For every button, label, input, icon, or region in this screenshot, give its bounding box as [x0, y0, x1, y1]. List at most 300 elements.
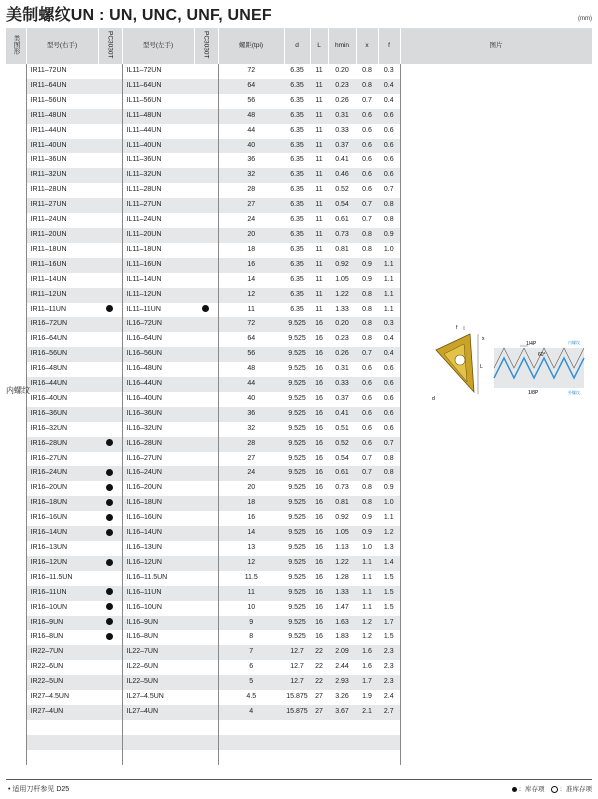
- model-left: IL16–44UN: [122, 377, 194, 392]
- L-cell: 16: [310, 347, 328, 362]
- pitch-cell: 20: [218, 481, 284, 496]
- pitch-cell: 40: [218, 139, 284, 154]
- stock-cell-1: [98, 422, 122, 437]
- stock-cell-2: [194, 243, 218, 258]
- d-cell: 9.525: [284, 466, 310, 481]
- model-right: IR16–18UN: [26, 496, 98, 511]
- x-cell: 0.8: [356, 481, 378, 496]
- model-right: IR16–48UN: [26, 362, 98, 377]
- stock-cell-2: [194, 452, 218, 467]
- pitch-cell: 64: [218, 79, 284, 94]
- x-cell: 0.8: [356, 243, 378, 258]
- hmin-cell: 0.46: [328, 168, 356, 183]
- f-cell: 0.6: [378, 422, 400, 437]
- x-cell: 0.6: [356, 139, 378, 154]
- pitch-cell: 11.5: [218, 571, 284, 586]
- internal-thread-label: 内螺纹: [568, 340, 580, 345]
- pitch-cell: 44: [218, 124, 284, 139]
- L-cell: [310, 735, 328, 750]
- table-header-row: [6, 28, 592, 64]
- model-right: IR11–24UN: [26, 213, 98, 228]
- model-left: IL16–40UN: [122, 392, 194, 407]
- hmin-cell: 1.63: [328, 616, 356, 631]
- hmin-cell: 0.31: [328, 362, 356, 377]
- f-cell: 0.6: [378, 377, 400, 392]
- stock-cell-1: [98, 64, 122, 79]
- pitch-cell: 32: [218, 422, 284, 437]
- model-right: IR11–48UN: [26, 109, 98, 124]
- d-cell: 12.7: [284, 660, 310, 675]
- hmin-cell: 0.92: [328, 258, 356, 273]
- header-d: d: [284, 28, 310, 64]
- model-right: IR16–11.5UN: [26, 571, 98, 586]
- pitch-cell: 13: [218, 541, 284, 556]
- model-left: IL27–4UN: [122, 705, 194, 720]
- x-cell: [356, 735, 378, 750]
- pitch-cell: 28: [218, 183, 284, 198]
- L-cell: 11: [310, 153, 328, 168]
- stock-cell-1: [98, 198, 122, 213]
- pitch-cell: [218, 750, 284, 765]
- hmin-cell: 0.73: [328, 481, 356, 496]
- model-right: IR16–56UN: [26, 347, 98, 362]
- model-right: IR11–56UN: [26, 94, 98, 109]
- stock-cell-2: [194, 168, 218, 183]
- angle-label: 60°: [538, 352, 546, 358]
- x-cell: 0.6: [356, 124, 378, 139]
- f-cell: 0.6: [378, 109, 400, 124]
- stock-cell-2: [194, 690, 218, 705]
- L-cell: 16: [310, 407, 328, 422]
- x-cell: 1.6: [356, 660, 378, 675]
- pitch-cell: 56: [218, 94, 284, 109]
- stock-cell-1: [98, 481, 122, 496]
- L-cell: 11: [310, 79, 328, 94]
- stock-cell-1: [98, 168, 122, 183]
- hmin-cell: 1.33: [328, 586, 356, 601]
- L-cell: 16: [310, 511, 328, 526]
- model-left: IL16–20UN: [122, 481, 194, 496]
- category-cell-empty: [6, 735, 26, 750]
- stock-cell-2: [194, 645, 218, 660]
- header-pitch: 螺距(tpi): [218, 28, 284, 64]
- hmin-cell: 1.13: [328, 541, 356, 556]
- stock-cell-2: [194, 303, 218, 318]
- L-cell: [310, 720, 328, 735]
- L-cell: 16: [310, 616, 328, 631]
- pitch-cell: 24: [218, 213, 284, 228]
- d-cell: 6.35: [284, 258, 310, 273]
- f-cell: [378, 735, 400, 750]
- stock-dot-icon: [106, 305, 113, 312]
- L-cell: 16: [310, 377, 328, 392]
- stock-cell-1: [98, 720, 122, 735]
- f-cell: 0.3: [378, 317, 400, 332]
- d-cell: 9.525: [284, 392, 310, 407]
- stock-cell-1: [98, 452, 122, 467]
- f-cell: [378, 720, 400, 735]
- header-model-right: 型号(右手): [26, 28, 98, 64]
- model-left: IL11–16UN: [122, 258, 194, 273]
- pitch-cell: 64: [218, 332, 284, 347]
- d-cell: 9.525: [284, 362, 310, 377]
- stock-cell-2: [194, 183, 218, 198]
- hmin-cell: 0.31: [328, 109, 356, 124]
- x-cell: 0.7: [356, 347, 378, 362]
- hmin-cell: 0.81: [328, 496, 356, 511]
- f-cell: 0.8: [378, 198, 400, 213]
- model-left: IL11–64UN: [122, 79, 194, 94]
- pitch-cell: 16: [218, 258, 284, 273]
- hmin-cell: 1.33: [328, 303, 356, 318]
- pitch-cell: 8: [218, 630, 284, 645]
- stock-cell-2: [194, 586, 218, 601]
- stock-cell-1: [98, 630, 122, 645]
- d-cell: 6.35: [284, 288, 310, 303]
- x-cell: 0.7: [356, 213, 378, 228]
- pitch-cell: 5: [218, 675, 284, 690]
- f-cell: 1.1: [378, 303, 400, 318]
- header-x: x: [356, 28, 378, 64]
- category-cell-empty: [6, 750, 26, 765]
- pitch-cell: 48: [218, 362, 284, 377]
- L-cell: 16: [310, 481, 328, 496]
- stock-dot-icon: [106, 469, 113, 476]
- L-cell: 27: [310, 690, 328, 705]
- model-right: IR27–4UN: [26, 705, 98, 720]
- category-cell-empty: [6, 720, 26, 735]
- L-cell: 11: [310, 94, 328, 109]
- f-cell: 0.8: [378, 466, 400, 481]
- x-cell: 0.9: [356, 511, 378, 526]
- stock-dot-icon: [106, 618, 113, 625]
- x-cell: 0.6: [356, 362, 378, 377]
- model-left: IL11–11UN: [122, 303, 194, 318]
- d-cell: 9.525: [284, 556, 310, 571]
- d-cell: 9.525: [284, 526, 310, 541]
- L-cell: 16: [310, 496, 328, 511]
- stock-cell-1: [98, 228, 122, 243]
- pitch-cell: 18: [218, 496, 284, 511]
- stock-cell-1: [98, 332, 122, 347]
- stock-cell-1: [98, 183, 122, 198]
- x-cell: 1.7: [356, 675, 378, 690]
- L-cell: 27: [310, 705, 328, 720]
- d-cell: 6.35: [284, 153, 310, 168]
- stock-cell-2: [194, 422, 218, 437]
- header-hmin: hmin: [328, 28, 356, 64]
- L-cell: 16: [310, 422, 328, 437]
- stock-cell-2: [194, 332, 218, 347]
- stock-cell-2: [194, 124, 218, 139]
- stock-cell-2: [194, 347, 218, 362]
- model-left: IL11–44UN: [122, 124, 194, 139]
- stock-cell-2: [194, 153, 218, 168]
- model-right: IR16–12UN: [26, 556, 98, 571]
- model-right: IR16–9UN: [26, 616, 98, 631]
- hmin-cell: 1.47: [328, 601, 356, 616]
- stock-cell-2: [194, 228, 218, 243]
- stock-cell-1: [98, 392, 122, 407]
- f-cell: 0.6: [378, 362, 400, 377]
- legend: [512, 784, 593, 793]
- pitch-cell: 9: [218, 616, 284, 631]
- pitch-cell: 10: [218, 601, 284, 616]
- f-cell: 0.6: [378, 168, 400, 183]
- hmin-cell: 1.22: [328, 556, 356, 571]
- stock-cell-1: [98, 586, 122, 601]
- f-cell: 0.4: [378, 79, 400, 94]
- model-right: IR16–40UN: [26, 392, 98, 407]
- hmin-cell: [328, 750, 356, 765]
- stock-cell-1: [98, 139, 122, 154]
- x-cell: 0.6: [356, 377, 378, 392]
- stock-cell-1: [98, 124, 122, 139]
- model-right: IR16–36UN: [26, 407, 98, 422]
- model-right: IR11–14UN: [26, 273, 98, 288]
- stock-cell-2: [194, 601, 218, 616]
- header-grade-1: PC3030T: [98, 28, 122, 64]
- pitch-cell: [218, 735, 284, 750]
- L-cell: 22: [310, 675, 328, 690]
- f-cell: 2.4: [378, 690, 400, 705]
- L-cell: 16: [310, 571, 328, 586]
- header-grade-2: PC3030T: [194, 28, 218, 64]
- L-cell: 22: [310, 660, 328, 675]
- hmin-cell: 3.67: [328, 705, 356, 720]
- d-cell: 9.525: [284, 511, 310, 526]
- x-cell: 0.6: [356, 109, 378, 124]
- x-cell: 0.8: [356, 303, 378, 318]
- model-right: IR11–36UN: [26, 153, 98, 168]
- f-cell: 1.2: [378, 526, 400, 541]
- stock-cell-1: [98, 511, 122, 526]
- L-cell: 11: [310, 303, 328, 318]
- hmin-cell: 0.33: [328, 377, 356, 392]
- stock-cell-1: [98, 377, 122, 392]
- model-left: IL11–12UN: [122, 288, 194, 303]
- d-cell: 6.35: [284, 79, 310, 94]
- pitch-cell: 27: [218, 452, 284, 467]
- stock-cell-2: [194, 705, 218, 720]
- x-cell: 1.1: [356, 586, 378, 601]
- model-left: IL27–4.5UN: [122, 690, 194, 705]
- bottom-rule: [6, 779, 592, 780]
- stock-cell-1: [98, 556, 122, 571]
- dim-d-label: d: [432, 396, 435, 402]
- L-cell: 11: [310, 124, 328, 139]
- model-left: [122, 735, 194, 750]
- d-cell: 6.35: [284, 213, 310, 228]
- f-cell: 0.6: [378, 392, 400, 407]
- d-cell: 6.35: [284, 273, 310, 288]
- x-cell: 0.9: [356, 526, 378, 541]
- stock-cell-2: [194, 511, 218, 526]
- stock-cell-2: [194, 630, 218, 645]
- x-cell: 1.1: [356, 571, 378, 586]
- model-right: IR16–13UN: [26, 541, 98, 556]
- model-right: IR11–12UN: [26, 288, 98, 303]
- f-cell: 0.6: [378, 124, 400, 139]
- made-ring-icon: [551, 786, 558, 793]
- d-cell: 6.35: [284, 303, 310, 318]
- model-right: IR16–20UN: [26, 481, 98, 496]
- top-pitch-label: 1/4P: [526, 341, 537, 347]
- unit-label: (mm): [578, 16, 592, 22]
- x-cell: 0.7: [356, 466, 378, 481]
- f-cell: 0.4: [378, 94, 400, 109]
- f-cell: 0.3: [378, 64, 400, 79]
- d-cell: 9.525: [284, 377, 310, 392]
- hmin-cell: 0.33: [328, 124, 356, 139]
- stock-cell-1: [98, 347, 122, 362]
- pitch-cell: 18: [218, 243, 284, 258]
- stock-cell-2: [194, 675, 218, 690]
- d-cell: 9.525: [284, 437, 310, 452]
- hmin-cell: 0.23: [328, 79, 356, 94]
- pitch-cell: 72: [218, 317, 284, 332]
- pitch-cell: 44: [218, 377, 284, 392]
- L-cell: 11: [310, 213, 328, 228]
- model-right: IR16–16UN: [26, 511, 98, 526]
- stock-dot-icon: [106, 499, 113, 506]
- d-cell: 9.525: [284, 496, 310, 511]
- model-right: IR16–72UN: [26, 317, 98, 332]
- d-cell: 9.525: [284, 616, 310, 631]
- stock-cell-2: [194, 198, 218, 213]
- model-right: IR11–28UN: [26, 183, 98, 198]
- d-cell: 9.525: [284, 630, 310, 645]
- header-picture: 图片: [400, 28, 592, 64]
- model-left: IL16–28UN: [122, 437, 194, 452]
- hmin-cell: 0.26: [328, 347, 356, 362]
- model-left: IL11–48UN: [122, 109, 194, 124]
- model-left: IL11–56UN: [122, 94, 194, 109]
- stock-cell-2: [194, 720, 218, 735]
- stock-cell-2: [194, 556, 218, 571]
- pitch-cell: 11: [218, 586, 284, 601]
- f-cell: 0.4: [378, 347, 400, 362]
- model-right: IR16–32UN: [26, 422, 98, 437]
- stock-cell-2: [194, 571, 218, 586]
- stock-cell-1: [98, 109, 122, 124]
- stock-cell-1: [98, 601, 122, 616]
- model-right: IR11–18UN: [26, 243, 98, 258]
- L-cell: 11: [310, 168, 328, 183]
- stock-cell-2: [194, 258, 218, 273]
- hmin-cell: 0.37: [328, 139, 356, 154]
- d-cell: 6.35: [284, 94, 310, 109]
- L-cell: [310, 750, 328, 765]
- model-left: IL11–28UN: [122, 183, 194, 198]
- footer-note: • 适用刀杆参见 D25: [8, 786, 70, 793]
- model-left: IL16–36UN: [122, 407, 194, 422]
- model-left: IL16–64UN: [122, 332, 194, 347]
- legend-made: ：准库存项: [559, 786, 592, 793]
- f-cell: 1.5: [378, 601, 400, 616]
- stock-cell-1: [98, 437, 122, 452]
- L-cell: 11: [310, 109, 328, 124]
- stock-cell-2: [194, 79, 218, 94]
- hmin-cell: 0.61: [328, 213, 356, 228]
- x-cell: 0.7: [356, 452, 378, 467]
- x-cell: 0.6: [356, 168, 378, 183]
- model-left: IL11–27UN: [122, 198, 194, 213]
- stock-cell-1: [98, 288, 122, 303]
- model-left: IL11–32UN: [122, 168, 194, 183]
- stock-dot-icon: [106, 529, 113, 536]
- L-cell: 16: [310, 466, 328, 481]
- x-cell: 1.2: [356, 616, 378, 631]
- d-cell: 6.35: [284, 64, 310, 79]
- model-right: IR11–64UN: [26, 79, 98, 94]
- d-cell: 6.35: [284, 183, 310, 198]
- hmin-cell: [328, 720, 356, 735]
- pitch-cell: 7: [218, 645, 284, 660]
- pitch-cell: 6: [218, 660, 284, 675]
- pitch-cell: 4: [218, 705, 284, 720]
- model-left: IL11–36UN: [122, 153, 194, 168]
- f-cell: 0.8: [378, 452, 400, 467]
- model-left: IL16–16UN: [122, 511, 194, 526]
- f-cell: 0.6: [378, 153, 400, 168]
- model-left: IL16–27UN: [122, 452, 194, 467]
- model-right: IR16–64UN: [26, 332, 98, 347]
- model-left: IL16–8UN: [122, 630, 194, 645]
- stock-cell-2: [194, 481, 218, 496]
- hmin-cell: 1.05: [328, 526, 356, 541]
- model-right: IR22–7UN: [26, 645, 98, 660]
- model-left: IL11–72UN: [122, 64, 194, 79]
- pitch-cell: 48: [218, 109, 284, 124]
- d-cell: 6.35: [284, 243, 310, 258]
- model-left: IL16–13UN: [122, 541, 194, 556]
- hmin-cell: 0.41: [328, 153, 356, 168]
- x-cell: 0.8: [356, 496, 378, 511]
- model-right: IR16–28UN: [26, 437, 98, 452]
- stock-dot-icon: [106, 514, 113, 521]
- stock-cell-1: [98, 243, 122, 258]
- f-cell: 0.7: [378, 437, 400, 452]
- stock-cell-1: [98, 407, 122, 422]
- stock-cell-2: [194, 407, 218, 422]
- L-cell: 16: [310, 362, 328, 377]
- model-left: [122, 750, 194, 765]
- stock-cell-1: [98, 660, 122, 675]
- pitch-cell: 72: [218, 64, 284, 79]
- d-cell: 6.35: [284, 228, 310, 243]
- hmin-cell: 1.05: [328, 273, 356, 288]
- header-category: 类图形: [6, 28, 26, 64]
- L-cell: 11: [310, 183, 328, 198]
- hmin-cell: 2.44: [328, 660, 356, 675]
- hmin-cell: 0.41: [328, 407, 356, 422]
- x-cell: 2.1: [356, 705, 378, 720]
- L-cell: 11: [310, 139, 328, 154]
- L-cell: 22: [310, 645, 328, 660]
- d-cell: 15.875: [284, 690, 310, 705]
- L-cell: 11: [310, 288, 328, 303]
- stock-cell-2: [194, 466, 218, 481]
- pitch-cell: 14: [218, 273, 284, 288]
- model-right: IR11–16UN: [26, 258, 98, 273]
- dim-f-label: f: [456, 325, 458, 331]
- d-cell: 15.875: [284, 705, 310, 720]
- model-left: IL16–10UN: [122, 601, 194, 616]
- stock-dot-icon: [202, 305, 209, 312]
- pitch-cell: 28: [218, 437, 284, 452]
- pitch-cell: 12: [218, 556, 284, 571]
